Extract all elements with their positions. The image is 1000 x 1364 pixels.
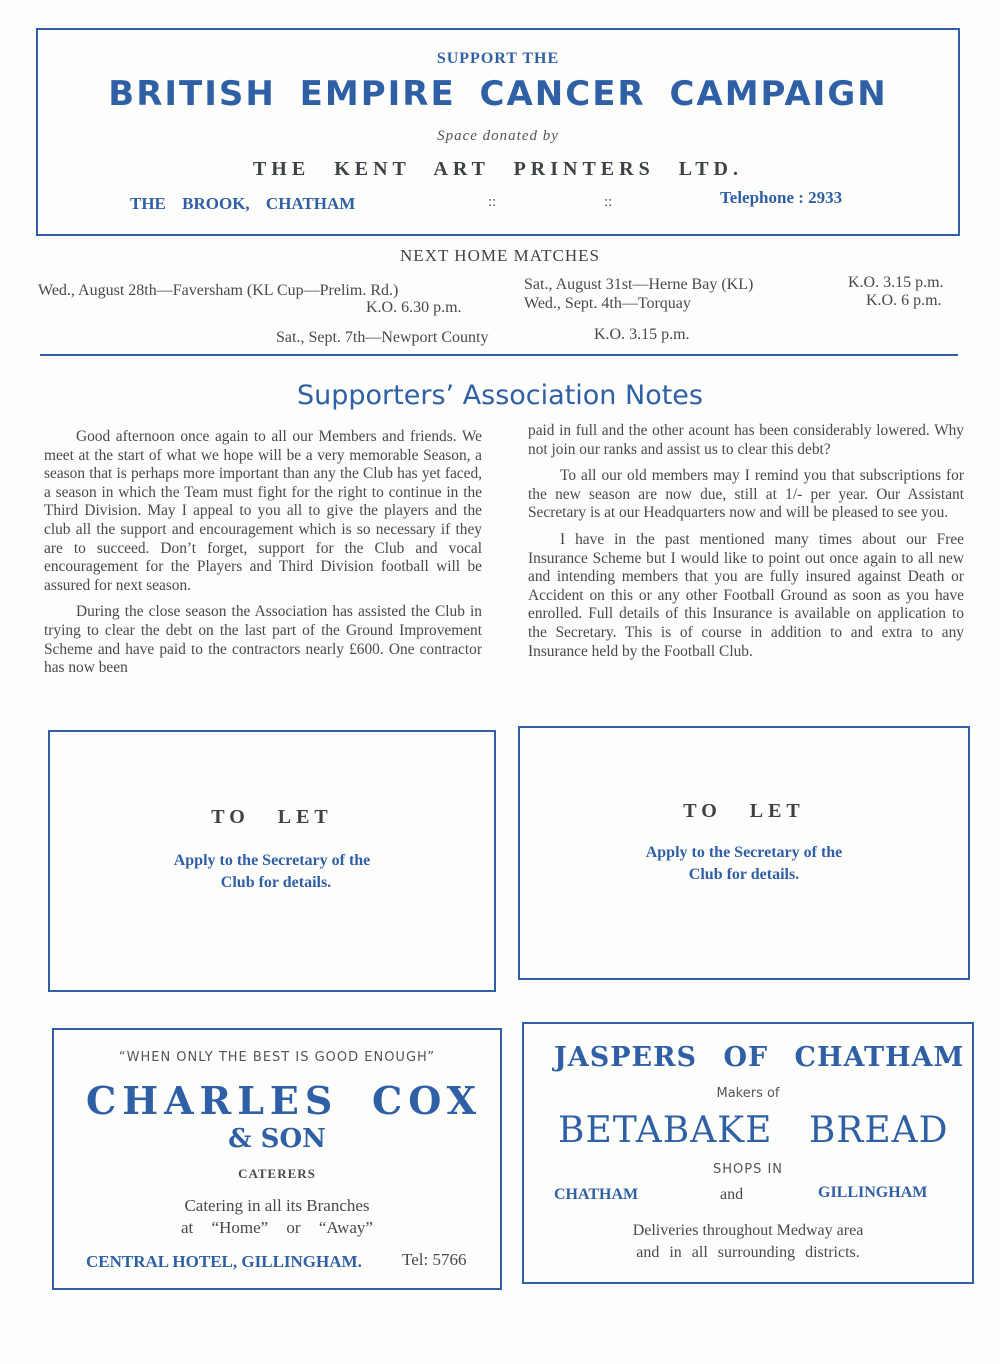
notes-column-left [44, 428, 482, 686]
jaspers-districts-line: and in all surrounding districts. [636, 1244, 860, 1261]
next-home-matches-heading: NEXT HOME MATCHES [400, 246, 600, 265]
jaspers-and: and [720, 1186, 744, 1203]
match-faversham-ko: K.O. 6.30 p.m. [366, 299, 462, 316]
cox-name-last: COX [372, 1078, 483, 1123]
charles-cox-advert [52, 1028, 502, 1290]
cox-catering-line: Catering in all its Branches [184, 1196, 370, 1215]
to-let-box-right [518, 726, 970, 980]
cox-hotel-address: CENTRAL HOTEL, GILLINGHAM. [86, 1252, 362, 1271]
campaign-title: BRITISH EMPIRE CANCER CAMPAIGN [108, 74, 888, 114]
printers-name: THE KENT ART PRINTERS LTD. [252, 158, 744, 180]
jaspers-makers-label: Makers of [716, 1086, 780, 1101]
jaspers-title: JASPERS OF CHATHAM [554, 1042, 965, 1073]
to-let-title: TO LET [683, 800, 805, 822]
cox-telephone: Tel: 5766 [402, 1250, 467, 1269]
to-let-apply-line: Apply to the Secretary of the [173, 852, 371, 869]
jaspers-shops-label: SHOPS IN [712, 1162, 784, 1177]
separator-2: :: [604, 194, 613, 210]
cox-caterers-label: CATERERS [238, 1166, 316, 1181]
cox-slogan: “WHEN ONLY THE BEST IS GOOD ENOUGH” [118, 1050, 436, 1065]
match-torquay-ko: K.O. 6 p.m. [866, 292, 942, 309]
jaspers-shop-chatham: CHATHAM [554, 1186, 639, 1203]
match-faversham: Wed., August 28th—Faversham (KL Cup—Prelim. Rd.) [38, 282, 399, 299]
jaspers-bread-brand: BETABAKE BREAD [558, 1110, 949, 1151]
to-let-details-line: Club for details. [688, 866, 800, 883]
match-newport: Sat., Sept. 7th—Newport County [276, 329, 489, 346]
separator-1: :: [488, 194, 497, 210]
cox-home-away-line: at “Home” or “Away” [181, 1218, 373, 1237]
cox-name-first: CHARLES [86, 1078, 339, 1123]
notes-column-right [528, 422, 964, 669]
space-donated-label: Space donated by [437, 128, 559, 144]
match-torquay: Wed., Sept. 4th—Torquay [524, 295, 691, 312]
cox-and-son: & SON [228, 1124, 326, 1154]
notes-paragraph: During the close season the Association has assisted the Club in trying to clear the debt on the last part of the Ground Improvement Scheme and have paid to the contractors nearly £600. One contractor has now been [44, 603, 482, 677]
printers-address: THE BROOK, CHATHAM [130, 194, 356, 213]
notes-paragraph: paid in full and the other acount has been considerably lowered. Why not join our ranks and assist us to clear this debt? [528, 422, 964, 458]
notes-heading: Supporters’ Association Notes [297, 380, 703, 411]
to-let-box-left [48, 730, 496, 992]
match-newport-ko: K.O. 3.15 p.m. [594, 326, 690, 343]
cancer-campaign-box [36, 28, 960, 236]
to-let-apply-line: Apply to the Secretary of the [645, 844, 843, 861]
match-herne-bay-ko: K.O. 3.15 p.m. [848, 274, 944, 291]
to-let-details-line: Club for details. [220, 874, 332, 891]
match-herne-bay: Sat., August 31st—Herne Bay (KL) [524, 276, 754, 293]
support-the-label: SUPPORT THE [436, 50, 560, 67]
notes-paragraph: To all our old members may I remind you that subscriptions for the new season are now due, still at 1/- per year. Our Assistant Secretary is at our Headquarters now and will be pleased to see you. [528, 467, 964, 522]
jaspers-shop-gillingham: GILLINGHAM [818, 1184, 928, 1201]
jaspers-delivery-line: Deliveries throughout Medway area [632, 1222, 864, 1239]
section-divider [40, 354, 958, 356]
jaspers-advert [522, 1022, 974, 1284]
notes-paragraph: Good afternoon once again to all our Members and friends. We meet at the start of what we hope will be a very memorable Season, a season that is perhaps more important than any the Club has yet faced, a season in which the Team must fight for the right to continue in the Third Division. May I appeal to you all to give the players and the club all the support and encouragement which is so necessary if they are to succeed. Don’t forget, support for the Club and vocal encouragement for the Players and Third Division football will be assured for next season. [44, 428, 482, 594]
printers-telephone: Telephone : 2933 [720, 188, 843, 207]
notes-paragraph: I have in the past mentioned many times about our Free Insurance Scheme but I would like to point out once again to all new and intending members that you are fully insured against Death or Accident on this or any other Football Ground as soon as you have enrolled. Full details of this Insurance is available on application to the Secretary. This is of course in addition to and extra to any Insurance held by the Football Club. [528, 530, 964, 660]
to-let-title: TO LET [211, 806, 333, 828]
